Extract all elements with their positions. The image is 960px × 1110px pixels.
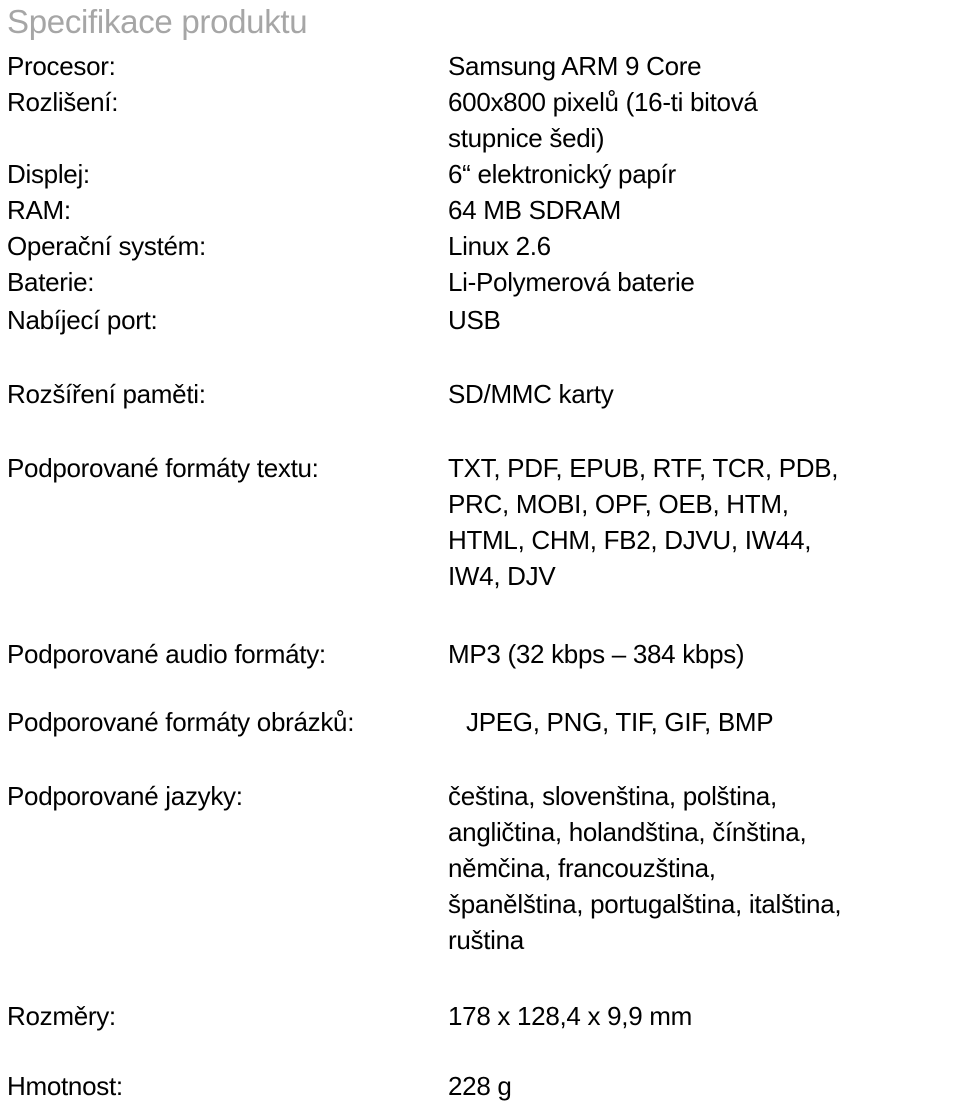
spec-value-audio-formats: [448, 636, 744, 672]
spec-value-line: 178 x 128,4 x 9,9 mm: [448, 1001, 693, 1031]
spec-value-display: [448, 156, 676, 192]
spec-value-line: Linux 2.6: [448, 231, 551, 261]
spec-label-processor: Procesor:: [7, 51, 116, 81]
spec-value-line: stupnice šedi): [448, 123, 605, 153]
spec-value-line: PRC, MOBI, OPF, OEB, HTM,: [448, 489, 789, 519]
spec-value-line: čeština, slovenština, polština,: [448, 781, 777, 811]
spec-value-line: Samsung ARM 9 Core: [448, 51, 702, 81]
spec-label-charging-port: Nabíjecí port:: [7, 305, 158, 335]
spec-value-line: MP3 (32 kbps – 384 kbps): [448, 639, 745, 669]
spec-value-charging-port: [448, 302, 501, 338]
spec-value-image-formats: [466, 704, 773, 740]
spec-label-memory-expansion: Rozšíření paměti:: [7, 379, 206, 409]
spec-value-battery: [448, 264, 695, 300]
spec-label-audio-formats: Podporované audio formáty:: [7, 639, 326, 669]
page-title: Specifikace produktu: [7, 3, 308, 40]
spec-value-line: HTML, CHM, FB2, DJVU, IW44,: [448, 525, 812, 555]
spec-value-os: [448, 228, 551, 264]
spec-value-dimensions: [448, 998, 692, 1034]
spec-value-line: Li-Polymerová baterie: [448, 267, 695, 297]
spec-value-line: USB: [448, 305, 501, 335]
spec-value-line: němčina, francouzština,: [448, 853, 716, 883]
spec-value-line: IW4, DJV: [448, 561, 556, 591]
spec-value-line: 600x800 pixelů (16-ti bitová: [448, 87, 758, 117]
spec-value-line: 228 g: [448, 1071, 512, 1101]
spec-value-line: španělština, portugalština, italština,: [448, 889, 842, 919]
spec-label-languages: Podporované jazyky:: [7, 781, 243, 811]
spec-value-text-formats: [448, 450, 838, 594]
spec-value-languages: [448, 778, 841, 958]
spec-value-line: angličtina, holandština, čínština,: [448, 817, 807, 847]
spec-value-line: JPEG, PNG, TIF, GIF, BMP: [466, 707, 774, 737]
spec-label-text-formats: Podporované formáty textu:: [7, 453, 319, 483]
spec-label-image-formats: Podporované formáty obrázků:: [7, 707, 355, 737]
spec-value-line: 6“ elektronický papír: [448, 159, 676, 189]
spec-value-line: 64 MB SDRAM: [448, 195, 621, 225]
spec-label-os: Operační systém:: [7, 231, 206, 261]
spec-value-ram: [448, 192, 621, 228]
spec-value-weight: [448, 1068, 512, 1104]
spec-label-battery: Baterie:: [7, 267, 95, 297]
spec-value-line: ruština: [448, 925, 524, 955]
spec-label-ram: RAM:: [7, 195, 71, 225]
spec-value-line: SD/MMC karty: [448, 379, 614, 409]
spec-label-resolution: Rozlišení:: [7, 87, 119, 117]
spec-value-resolution: [448, 84, 758, 156]
spec-label-weight: Hmotnost:: [7, 1071, 123, 1101]
spec-label-dimensions: Rozměry:: [7, 1001, 116, 1031]
spec-label-display: Displej:: [7, 159, 90, 189]
spec-value-line: TXT, PDF, EPUB, RTF, TCR, PDB,: [448, 453, 839, 483]
spec-value-memory-expansion: [448, 376, 613, 412]
spec-value-processor: [448, 48, 701, 84]
